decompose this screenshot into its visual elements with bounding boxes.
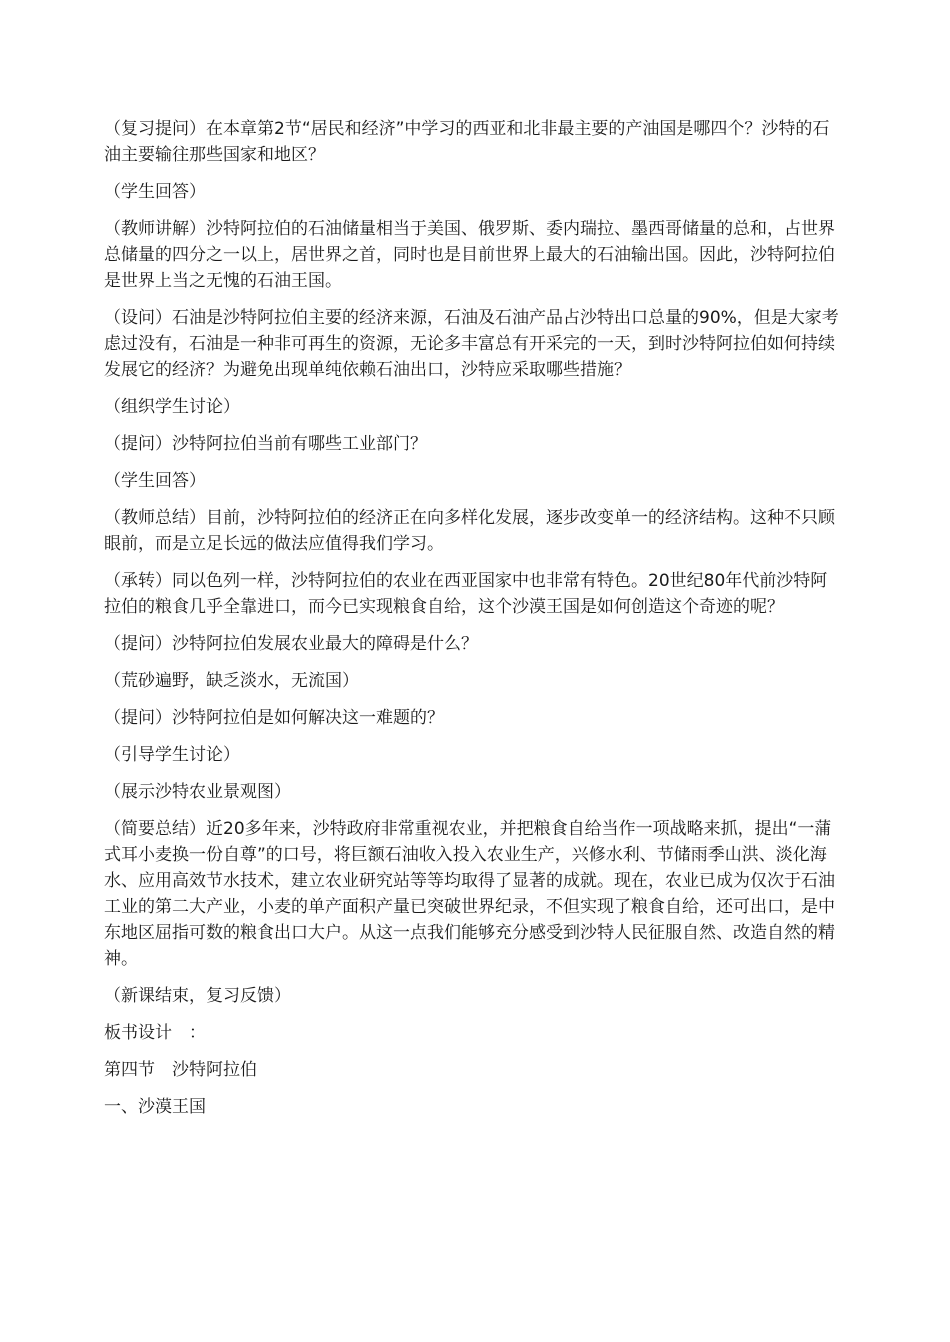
paragraph-review-question: （复习提问）在本章第2节“居民和经济”中学习的西亚和北非最主要的产油国是哪四个？沙特的石油主要输往那些国家和地区？ — [104, 119, 830, 165]
paragraph-teacher-explain: （教师讲解）沙特阿拉伯的石油储量相当于美国、俄罗斯、委内瑞拉、墨西哥储量的总和，占世界总储量的四分之一以上，居世界之首，同时也是目前世界上最大的石油输出国。因此，沙特阿拉伯是世界上当之无愧的石油王国。 — [104, 219, 835, 291]
document-body — [104, 116, 844, 1131]
paragraph-ask-obstacle: （提问）沙特阿拉伯发展农业最大的障碍是什么？ — [104, 634, 478, 654]
paragraph-obstacle-answer: （荒砂遍野，缺乏淡水，无流国） — [104, 671, 359, 691]
paragraph-board-design: 板书设计 ： — [104, 1023, 206, 1043]
paragraph-guide-discussion: （引导学生讨论） — [104, 745, 240, 765]
paragraph-show-landscape: （展示沙特农业景观图） — [104, 782, 291, 802]
paragraph-question-posed: （设问）石油是沙特阿拉伯主要的经济来源，石油及石油产品占沙特出口总量的90%，但是大家考虑过没有，石油是一种非可再生的资源，无论多丰富总有开采完的一天，到时沙特阿拉伯如何持续发展它的经济？为避免出现单纯依赖石油出口，沙特应采取哪些措施？ — [104, 308, 839, 380]
section-heading: 第四节 沙特阿拉伯 — [104, 1060, 257, 1080]
paragraph-student-answer-2: （学生回答） — [104, 471, 206, 491]
paragraph-brief-summary: （简要总结）近20多年来，沙特政府非常重视农业，并把粮食自给当作一项战略来抓，提出“一蒲式耳小麦换一份自尊”的口号，将巨额石油收入投入农业生产，兴修水利、节储雨季山洪、淡化海水、应用高效节水技术，建立农业研究站等等均取得了显著的成就。现在，农业已成为仅次于石油工业的第二大产业，小麦的单产面积产量已突破世界纪录，不但实现了粮食自给，还可出口，是中东地区屈指可数的粮食出口大户。从这一点我们能够充分感受到沙特人民征服自然、改造自然的精神。 — [104, 819, 835, 969]
paragraph-lesson-end: （新课结束，复习反馈） — [104, 986, 291, 1006]
paragraph-teacher-summary: （教师总结）目前，沙特阿拉伯的经济正在向多样化发展，逐步改变单一的经济结构。这种不只顾眼前，而是立足长远的做法应值得我们学习。 — [104, 508, 835, 554]
paragraph-transition: （承转）同以色列一样，沙特阿拉伯的农业在西亚国家中也非常有特色。20世纪80年代前沙特阿拉伯的粮食几乎全靠进口，而今已实现粮食自给，这个沙漠王国是如何创造这个奇迹的呢？ — [104, 571, 828, 617]
paragraph-organize-discussion: （组织学生讨论） — [104, 397, 240, 417]
subsection-heading: 一、沙漠王国 — [104, 1097, 206, 1117]
paragraph-student-answer: （学生回答） — [104, 182, 206, 202]
paragraph-ask-industry: （提问）沙特阿拉伯当前有哪些工业部门？ — [104, 434, 427, 454]
paragraph-ask-solution: （提问）沙特阿拉伯是如何解决这一难题的？ — [104, 708, 444, 728]
